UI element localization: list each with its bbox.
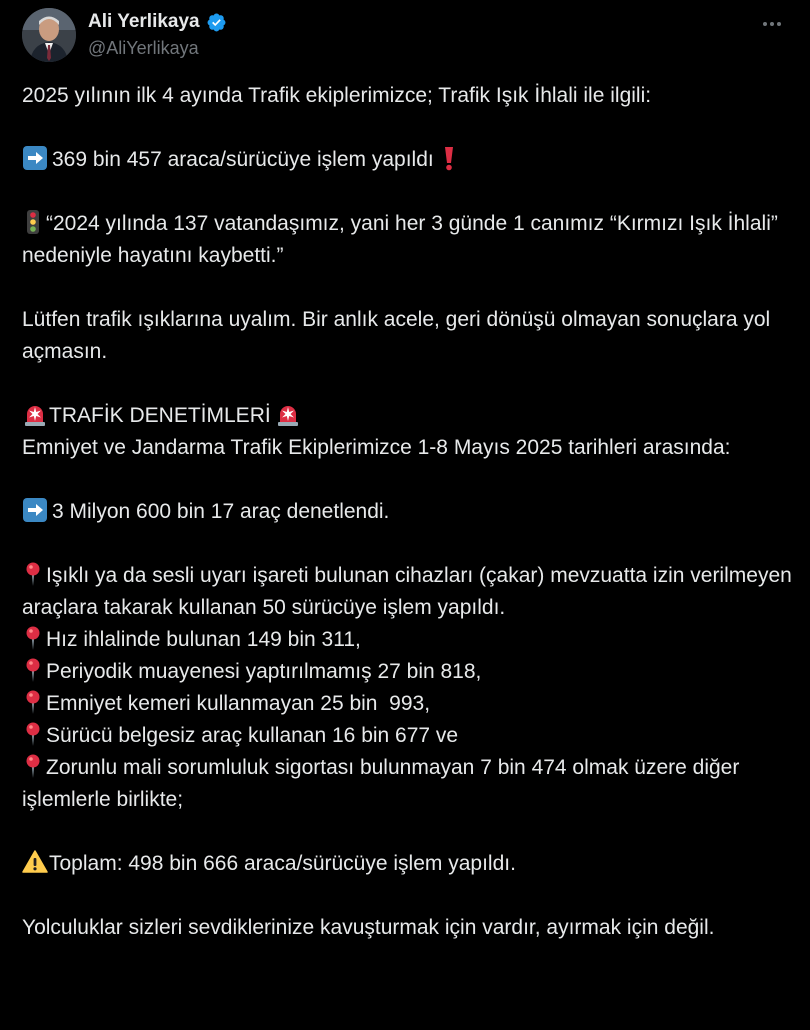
section-title-line: [22, 400, 792, 432]
list-item-text: Emniyet kemeri kullanmayan 25 bin 993,: [46, 692, 431, 715]
red-exclamation-emoji-icon: [438, 145, 460, 171]
avatar[interactable]: [22, 8, 76, 62]
right-arrow-emoji-icon: [22, 497, 48, 523]
round-pushpin-emoji-icon: [22, 753, 44, 779]
appeal-text: Lütfen trafik ışıklarına uyalım. Bir anlık acele, geri dönüşü olmayan sonuçlara yol açmasın.: [22, 308, 771, 363]
total-line: [22, 848, 792, 880]
round-pushpin-emoji-icon: [22, 561, 44, 587]
more-options-icon[interactable]: [760, 12, 784, 36]
round-pushpin-emoji-icon: [22, 721, 44, 747]
stat-1-text: 369 bin 457 araca/sürücüye işlem yapıldı: [52, 148, 434, 171]
list-item-text: Zorunlu mali sorumluluk sigortası bulunmayan 7 bin 474 olmak üzere diğer işlemlerle birlikte;: [22, 756, 740, 811]
warning-emoji-icon: [22, 849, 48, 875]
verified-badge-icon: [206, 12, 227, 33]
section-intro: Emniyet ve Jandarma Trafik Ekiplerimizce 1-8 Mayıs 2025 tarihleri arasında:: [22, 436, 731, 459]
stat-line-2: [22, 496, 792, 528]
list-item-text: Periyodik muayenesi yaptırılmamış 27 bin 818,: [46, 660, 482, 683]
list-item: [22, 720, 792, 752]
list-item-text: Işıklı ya da sesli uyarı işareti bulunan cihazları (çakar) mevzuatta izin verilmeyen araçlara takarak kullanan 50 sürücüye işlem yapıldı.: [22, 564, 792, 619]
section-title: TRAFİK DENETİMLERİ: [49, 404, 271, 427]
round-pushpin-emoji-icon: [22, 689, 44, 715]
list-item: [22, 656, 792, 688]
round-pushpin-emoji-icon: [22, 657, 44, 683]
tweet-text: [22, 80, 792, 944]
list-item: [22, 560, 792, 624]
list-item-text: Hız ihlalinde bulunan 149 bin 311,: [46, 628, 361, 651]
right-arrow-emoji-icon: [22, 145, 48, 171]
tweet-header: [22, 8, 794, 64]
police-siren-emoji-icon: [22, 401, 48, 427]
display-name[interactable]: Ali Yerlikaya: [88, 11, 200, 32]
user-handle[interactable]: @AliYerlikaya: [88, 38, 199, 58]
stat-2-text: 3 Milyon 600 bin 17 araç denetlendi.: [52, 500, 390, 523]
list-item-text: Sürücü belgesiz araç kullanan 16 bin 677 ve: [46, 724, 459, 747]
closing-text: Yolculuklar sizleri sevdiklerinize kavuşturmak için vardır, ayırmak için değil.: [22, 916, 715, 939]
police-siren-emoji-icon: [275, 401, 301, 427]
quote-line: [22, 208, 792, 272]
stat-line-1: [22, 144, 792, 176]
total-text: Toplam: 498 bin 666 araca/sürücüye işlem yapıldı.: [49, 852, 516, 875]
round-pushpin-emoji-icon: [22, 625, 44, 651]
traffic-light-emoji-icon: [22, 209, 44, 235]
intro-text: 2025 yılının ilk 4 ayında Trafik ekiplerimizce; Trafik Işık İhlali ile ilgili:: [22, 84, 652, 107]
list-item: [22, 752, 792, 816]
quote-text: “2024 yılında 137 vatandaşımız, yani her 3 günde 1 canımız “Kırmızı Işık İhlali” nedeniyle hayatını kaybetti.”: [22, 212, 778, 267]
list-item: [22, 688, 792, 720]
list-item: [22, 624, 792, 656]
